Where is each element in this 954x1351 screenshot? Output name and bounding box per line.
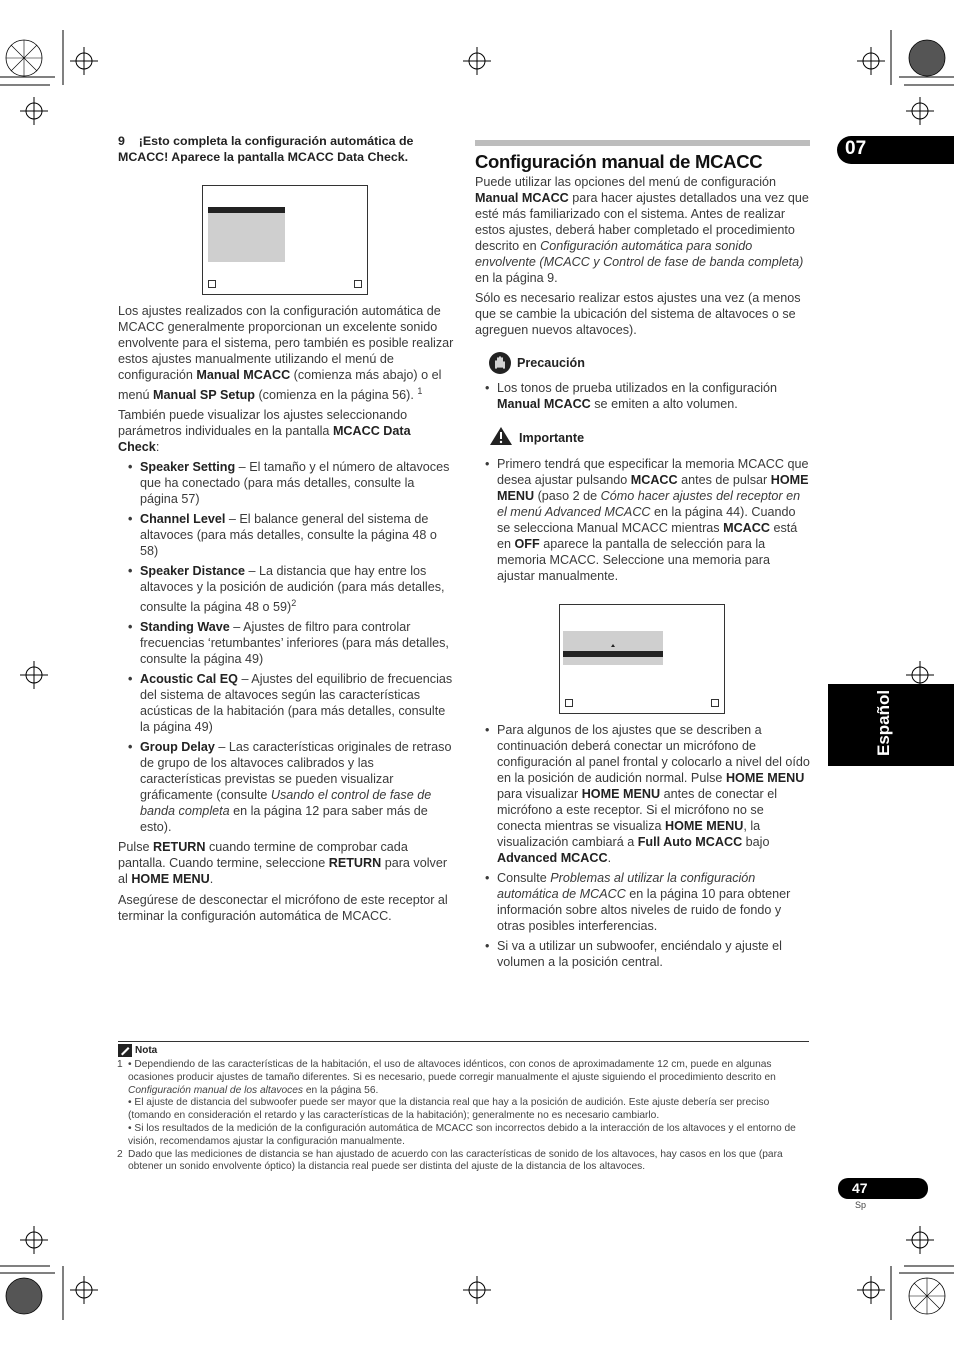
bullet-speaker-setting: • Speaker Setting – El tamaño y el número de altavoces que ha conectado (para más detalles, consulte la página 57) <box>118 459 454 507</box>
chapter-number: 07 <box>845 138 867 159</box>
bullet-speaker-distance: • Speaker Distance – La distancia que hay entre los altavoces y la posición de audición (para más detalles, consulte la página 48 o 59)$^2$ <box>118 563 454 615</box>
footnote-2: 2 Dado que las mediciones de distancia se han ajustado de acuerdo con las características de sonido de los altavoces, hay casos en los que (para obtener un sonido envolvente óptico) la distancia real puede ser distinta del ajuste de la distancia de los altavoces. <box>117 1148 783 1173</box>
subwoofer-bullet: • Si va a utilizar un subwoofer, enciéndalo y ajuste el volumen a la posición central. <box>475 938 810 970</box>
bullet-channel-level: • Channel Level – El balance general del sistema de altavoces (para más detalles, consulte la página 48 o 58) <box>118 511 454 559</box>
problems-bullet: • Consulte Problemas al utilizar la configuración automática de MCACC en la página 10 para obtener información sobre altos niveles de ruido de fondo y otras posibles interferencias. <box>475 870 810 934</box>
caution-bullet: • Los tonos de prueba utilizados en la configuración Manual MCACC se emiten a alto volumen. <box>475 380 810 412</box>
chapter-tab <box>837 136 954 164</box>
screen-panel <box>563 631 663 665</box>
intro-paragraph: Puede utilizar las opciones del menú de configuración Manual MCACC para hacer ajustes detallados una vez que esté más familiarizado con el sistema. Antes de realizar estos ajustes, deberá haber completado el procedimiento descrito en Configuración automática para sonido envolvente (MCACC y Control de fase de banda completa) en la página 9. <box>475 175 809 285</box>
notes-rule <box>118 1041 809 1042</box>
caution-block <box>475 352 810 412</box>
page-number: 47 <box>852 1180 868 1196</box>
screen-menu-area <box>208 213 285 262</box>
mic-bullet: • Para algunos de los ajustes que se describen a continuación deberá conectar un micrófono de configuración al panel frontal y colocarlo a nivel del oído en la posición de audición normal. Pulse HOME MENU para visualizar HOME MENU antes de conectar el micrófono a este receptor. Si el micrófono no se conecta mientras se visualiza HOME MENU, la visualización cambiará a Full Auto MCACC bajo Advanced MCACC. <box>475 722 810 866</box>
language-label: Español <box>874 689 893 756</box>
note-pencil-icon <box>118 1044 132 1057</box>
page-number-badge <box>838 1178 928 1199</box>
language-tab <box>828 684 954 766</box>
screen-button-left <box>565 699 573 707</box>
bullet-group-delay: • Group Delay – Las características originales de retraso de grupo de los altavoces calibrados y las características previstas se pueden visualizar gráficamente (consulte Usando el control de fase de banda completa en la página 12 para saber más de esto). <box>118 739 454 835</box>
footnote-ref-2: 2 <box>291 598 297 609</box>
step-number: 9 <box>118 134 125 148</box>
intro-paragraph-2: Sólo es necesario realizar estos ajustes una vez (a menos que se cambie la ubicación del sistema de altavoces o se agreguen nuevos altavoces). <box>475 291 801 337</box>
warning-triangle-icon <box>489 426 513 450</box>
notes-section <box>118 1041 809 1174</box>
paragraph-1: Los ajustes realizados con la configuración automática de MCACC generalmente proporcionan un excelente sonido envolvente para el sistema, pero también es posible realizar estos ajustes manualmente utilizando el menú de configuración Manual MCACC (comienza más abajo) o el menú Manual SP Setup (comienza en la página 56). $^1$ <box>118 304 454 403</box>
bullet-acoustic-cal-eq: • Acoustic Cal EQ – Ajustes del equilibrio de frecuencias del sistema de altavoces según las características acústicas de la habitación (para más detalles, consulte la página 49) <box>118 671 454 735</box>
screen-button-right <box>354 280 362 288</box>
hand-stop-icon <box>489 352 511 374</box>
footnote-ref-1: 1 <box>417 386 423 396</box>
bullet-standing-wave: • Standing Wave – Ajustes de filtro para controlar frecuencias ‘retumbantes’ inferiores (para más detalles, consulte la página 49) <box>118 619 454 667</box>
footnote-1: 1 • Dependiendo de las características de la habitación, el uso de altavoces idénticos, con conos de aproximadamente 12 cm, puede en algunas ocasiones producir ajustes de tamaño diferentes. Si es necesario, puede corregir manualmente el ajuste siguiendo el procedimiento descrito en Configuración manual de los altavoces en la página 56. • El ajuste de distancia del subwoofer puede ser mayor que la distancia real que hay a la posición de audición. Este ajuste debería ser preciso (tomando en consideración el retardo y las características de la habitación); generalmente no es necesario cambiarlo. • Si los resultados de la medición de la configuración automática de MCACC son incorrectos debido a la interacción de los altavoces y el entorno de visión, recomendamos ajustar la configuración manualmente. <box>117 1059 796 1147</box>
screen-selection-bar <box>563 651 663 657</box>
step-text: ¡Esto completa la configuración automática de MCACC! Aparece la pantalla MCACC Data Check. <box>118 134 414 164</box>
paragraph-3: Pulse RETURN cuando termine de comprobar cada pantalla. Cuando termine, seleccione RETURN para volver al HOME MENU. <box>118 840 448 887</box>
caution-title: Precaución <box>517 356 585 370</box>
up-arrow-icon <box>611 644 615 647</box>
screen-button-left <box>208 280 216 288</box>
section-heading: Configuración manual de MCACC <box>475 151 763 172</box>
important-bullet: • Primero tendrá que especificar la memoria MCACC que desea ajustar pulsando MCACC antes de pulsar HOME MENU (paso 2 de Cómo hacer ajustes del receptor en el menú Advanced MCACC en la página 44). Cuando se selecciona Manual MCACC mientras MCACC está en OFF aparece la pantalla de selección para la memoria MCACC. Seleccione una memoria para ajustar manualmente. <box>475 456 810 584</box>
mcacc-data-check-screen <box>202 185 368 295</box>
important-block <box>475 426 810 584</box>
step-9 <box>118 133 454 165</box>
page-lang: Sp <box>855 1200 867 1210</box>
paragraph-4: Asegúrese de desconectar el micrófono de este receptor al terminar la configuración automática de MCACC. <box>118 893 448 924</box>
notes-title: Nota <box>135 1045 158 1056</box>
left-column <box>118 133 454 924</box>
screen-button-right <box>711 699 719 707</box>
heading-rule <box>475 140 810 146</box>
important-title: Importante <box>519 431 585 445</box>
paragraph-2: También puede visualizar los ajustes seleccionando parámetros individuales en la pantalla MCACC Data Check: <box>118 408 411 455</box>
right-column <box>475 140 810 970</box>
mcacc-memory-select-screen <box>559 604 725 714</box>
